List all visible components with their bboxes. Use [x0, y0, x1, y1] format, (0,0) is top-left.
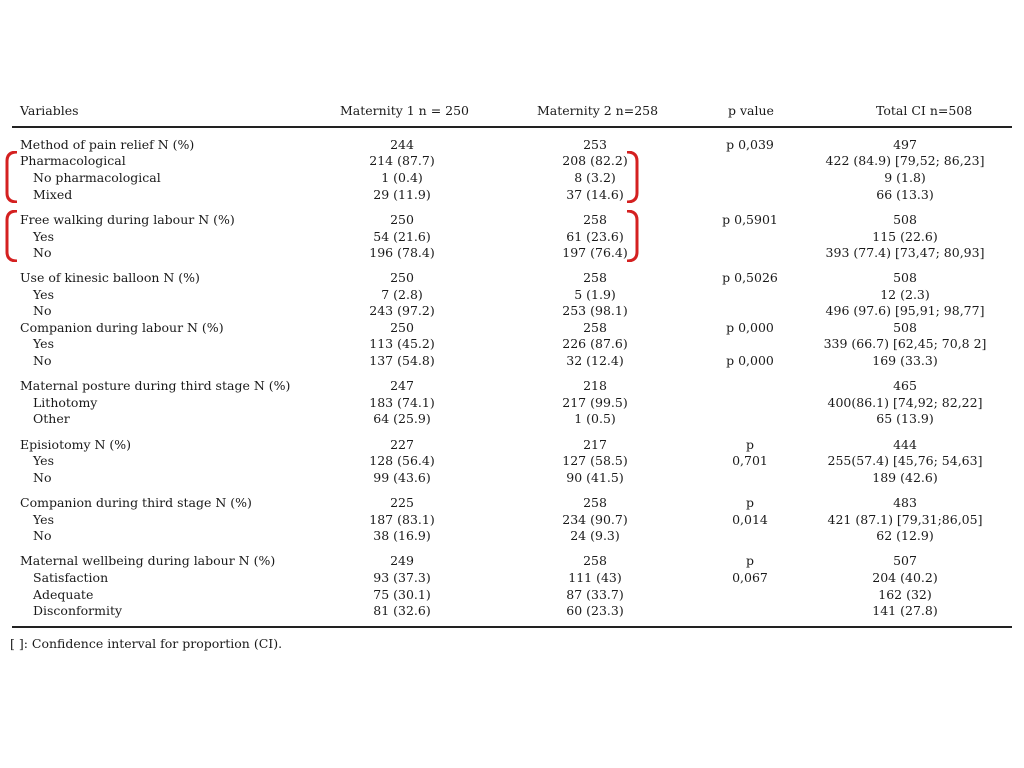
row-total: 507 [893, 553, 917, 568]
row-total: 9 (1.8) [884, 170, 926, 185]
row-label: No [33, 353, 52, 368]
row-maternity-2: 217 (99.5) [562, 395, 628, 410]
left-bracket-pain-relief [4, 151, 20, 203]
row-maternity-2: 32 (12.4) [566, 353, 624, 368]
row-maternity-2: 197 (76.4) [562, 245, 628, 260]
row-maternity-2: 1 (0.5) [574, 411, 616, 426]
row-label: No [33, 245, 52, 260]
row-maternity-2: 127 (58.5) [562, 453, 628, 468]
row-maternity-1: 225 [390, 495, 414, 510]
row-maternity-2: 5 (1.9) [574, 287, 616, 302]
bottom-rule [12, 626, 1012, 628]
row-p-value: 0,701 [732, 453, 768, 468]
left-bracket-free-walking [4, 210, 20, 262]
row-label: Yes [33, 229, 54, 244]
row-maternity-2: 90 (41.5) [566, 470, 624, 485]
row-maternity-2: 111 (43) [568, 570, 622, 585]
row-total: 115 (22.6) [872, 229, 938, 244]
row-maternity-1: 243 (97.2) [369, 303, 435, 318]
row-maternity-1: 81 (32.6) [373, 603, 431, 618]
row-label: Free walking during labour N (%) [20, 212, 235, 227]
row-maternity-1: 250 [390, 212, 414, 227]
row-maternity-1: 75 (30.1) [373, 587, 431, 602]
row-maternity-1: 128 (56.4) [369, 453, 435, 468]
row-p-value: p 0,5901 [722, 212, 778, 227]
row-maternity-1: 7 (2.8) [381, 287, 423, 302]
row-total: 496 (97.6) [95,91; 98,77] [825, 303, 985, 318]
row-total: 189 (42.6) [872, 470, 938, 485]
row-label: Adequate [33, 587, 94, 602]
row-maternity-2: 217 [583, 437, 607, 452]
footnote: [ ]: Confidence interval for proportion (CI). [10, 636, 283, 651]
row-p-value: p [745, 553, 754, 568]
row-label: Maternal posture during third stage N (%) [20, 378, 291, 393]
row-p-value: p 0,5026 [722, 270, 778, 285]
row-p-value: p 0,000 [726, 353, 774, 368]
row-total: 497 [893, 137, 917, 152]
row-total: 204 (40.2) [872, 570, 938, 585]
row-p-value: 0,067 [732, 570, 768, 585]
row-maternity-1: 1 (0.4) [381, 170, 423, 185]
row-maternity-1: 244 [390, 137, 414, 152]
row-label: Lithotomy [33, 395, 98, 410]
row-maternity-2: 226 (87.6) [562, 336, 628, 351]
row-maternity-2: 61 (23.6) [566, 229, 624, 244]
row-maternity-1: 93 (37.3) [373, 570, 431, 585]
row-label: Companion during third stage N (%) [20, 495, 252, 510]
row-maternity-1: 99 (43.6) [373, 470, 431, 485]
row-p-value: p 0,039 [726, 137, 774, 152]
row-p-value: p [745, 437, 754, 452]
right-bracket-free-walking [624, 210, 640, 262]
row-maternity-1: 187 (83.1) [369, 512, 435, 527]
row-total: 141 (27.8) [872, 603, 938, 618]
row-maternity-2: 208 (82.2) [562, 153, 628, 168]
row-maternity-2: 258 [583, 495, 607, 510]
row-label: No pharmacological [33, 170, 161, 185]
row-total: 65 (13.9) [876, 411, 934, 426]
row-label: Yes [33, 336, 54, 351]
row-maternity-1: 38 (16.9) [373, 528, 431, 543]
row-maternity-1: 227 [390, 437, 414, 452]
row-label: Yes [33, 287, 54, 302]
row-label: Episiotomy N (%) [20, 437, 132, 452]
row-total: 421 (87.1) [79,31;86,05] [827, 512, 983, 527]
row-maternity-2: 87 (33.7) [566, 587, 624, 602]
header-p-value: p value [728, 103, 774, 118]
row-maternity-2: 258 [583, 212, 607, 227]
row-maternity-1: 214 (87.7) [369, 153, 435, 168]
row-total: 444 [893, 437, 917, 452]
row-maternity-1: 196 (78.4) [369, 245, 435, 260]
row-label: Yes [33, 512, 54, 527]
row-total: 255(57.4) [45,76; 54,63] [827, 453, 983, 468]
row-total: 508 [893, 212, 917, 227]
row-total: 12 (2.3) [880, 287, 930, 302]
row-total: 169 (33.3) [872, 353, 938, 368]
row-maternity-2: 258 [583, 320, 607, 335]
row-maternity-1: 247 [390, 378, 414, 393]
row-maternity-1: 249 [390, 553, 414, 568]
row-label: Use of kinesic balloon N (%) [20, 270, 200, 285]
row-total: 62 (12.9) [876, 528, 934, 543]
row-total: 339 (66.7) [62,45; 70,8 2] [823, 336, 987, 351]
row-total: 508 [893, 320, 917, 335]
row-label: Mixed [33, 187, 73, 202]
row-maternity-2: 253 [583, 137, 607, 152]
row-maternity-2: 60 (23.3) [566, 603, 624, 618]
row-p-value: p [745, 495, 754, 510]
top-rule [12, 126, 1012, 128]
row-maternity-1: 113 (45.2) [369, 336, 435, 351]
row-total: 393 (77.4) [73,47; 80,93] [825, 245, 985, 260]
row-label: Method of pain relief N (%) [20, 137, 195, 152]
row-total: 508 [893, 270, 917, 285]
row-maternity-2: 218 [583, 378, 607, 393]
row-p-value: 0,014 [732, 512, 768, 527]
row-label: Companion during labour N (%) [20, 320, 224, 335]
row-total: 66 (13.3) [876, 187, 934, 202]
header-maternity-2: Maternity 2 n=258 [537, 103, 659, 118]
row-label: Maternal wellbeing during labour N (%) [20, 553, 276, 568]
right-bracket-pain-relief [624, 151, 640, 203]
header-variables: Variables [20, 103, 79, 118]
row-label: Disconformity [33, 603, 123, 618]
row-total: 162 (32) [878, 587, 932, 602]
row-maternity-1: 250 [390, 270, 414, 285]
row-maternity-2: 258 [583, 270, 607, 285]
row-label: No [33, 303, 52, 318]
row-p-value: p 0,000 [726, 320, 774, 335]
row-total: 422 (84.9) [79,52; 86,23] [825, 153, 985, 168]
row-maternity-1: 183 (74.1) [369, 395, 435, 410]
row-maternity-2: 8 (3.2) [574, 170, 616, 185]
row-label: Yes [33, 453, 54, 468]
row-total: 465 [893, 378, 917, 393]
row-maternity-2: 258 [583, 553, 607, 568]
header-maternity-1: Maternity 1 n = 250 [340, 103, 470, 118]
row-maternity-1: 137 (54.8) [369, 353, 435, 368]
row-maternity-1: 54 (21.6) [373, 229, 431, 244]
row-maternity-2: 37 (14.6) [566, 187, 624, 202]
header-total: Total CI n=508 [876, 103, 973, 118]
row-maternity-2: 24 (9.3) [570, 528, 620, 543]
row-maternity-1: 250 [390, 320, 414, 335]
row-maternity-2: 253 (98.1) [562, 303, 628, 318]
row-maternity-2: 234 (90.7) [562, 512, 628, 527]
row-maternity-1: 29 (11.9) [373, 187, 431, 202]
row-maternity-1: 64 (25.9) [373, 411, 431, 426]
row-label: Satisfaction [33, 570, 109, 585]
row-total: 483 [893, 495, 917, 510]
row-label: No [33, 470, 52, 485]
row-label: Other [33, 411, 70, 426]
row-label: No [33, 528, 52, 543]
row-label: Pharmacological [20, 153, 126, 168]
row-total: 400(86.1) [74,92; 82,22] [827, 395, 983, 410]
